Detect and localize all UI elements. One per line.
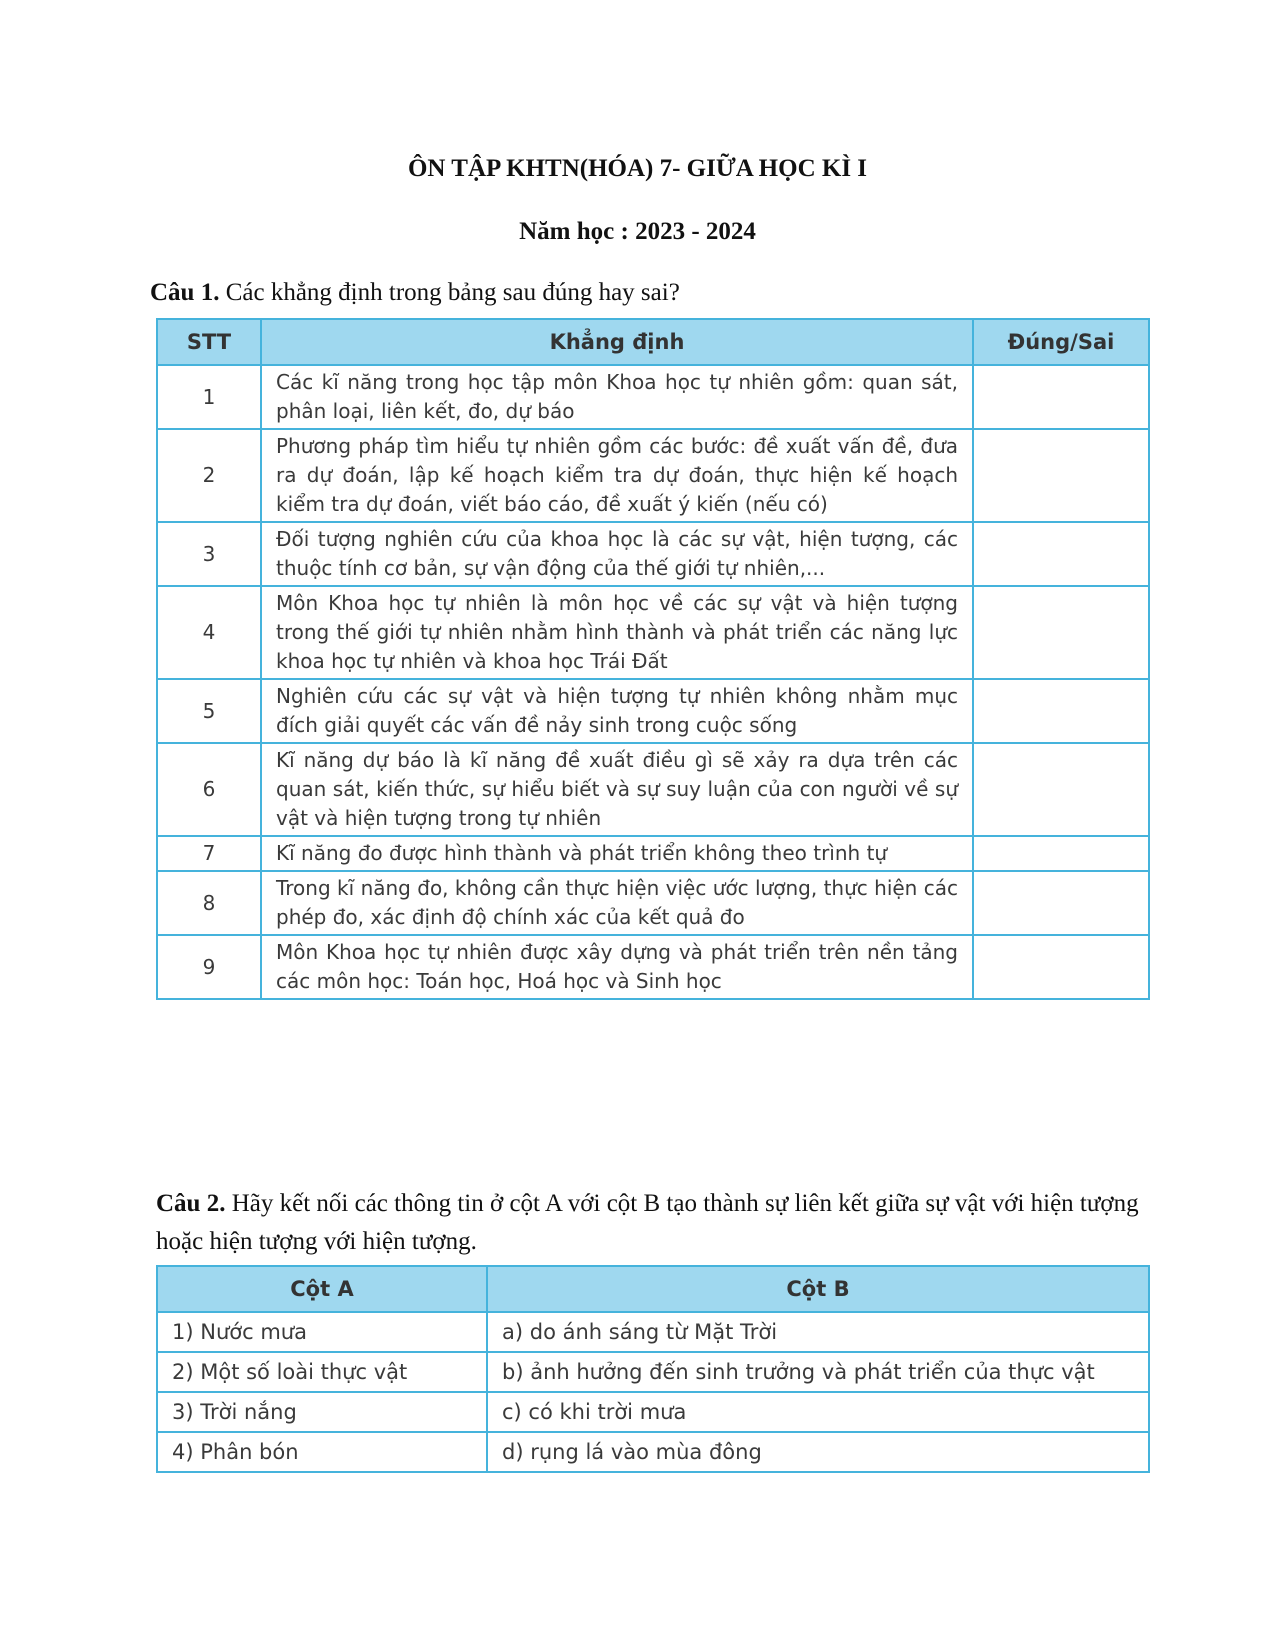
column-a-item: 4) Phân bón xyxy=(157,1432,487,1472)
header-column-a: Cột A xyxy=(157,1266,487,1312)
table-row xyxy=(157,522,1149,586)
row-number: 1 xyxy=(157,365,261,429)
column-a-item: 1) Nước mưa xyxy=(157,1312,487,1352)
table-row xyxy=(157,871,1149,935)
row-number: 4 xyxy=(157,586,261,679)
statement-text: Kĩ năng dự báo là kĩ năng đề xuất điều gì sẽ xảy ra dựa trên các quan sát, kiến thức, sự hiểu biết và sự suy luận của con người về sự vật và hiện tượng trong tự nhiên xyxy=(261,743,973,836)
table-row xyxy=(157,743,1149,836)
answer-cell[interactable] xyxy=(973,935,1149,999)
question-2-text: Hãy kết nối các thông tin ở cột A với cột B tạo thành sự liên kết giữa sự vật với hiện tượng hoặc hiện tượng với hiện tượng. xyxy=(156,1190,1139,1255)
row-number: 8 xyxy=(157,871,261,935)
column-b-item: a) do ánh sáng từ Mặt Trời xyxy=(487,1312,1149,1352)
answer-cell[interactable] xyxy=(973,679,1149,743)
row-number: 9 xyxy=(157,935,261,999)
table-row xyxy=(157,586,1149,679)
column-a-item: 2) Một số loài thực vật xyxy=(157,1352,487,1392)
header-statement: Khẳng định xyxy=(261,319,973,365)
matching-table xyxy=(156,1265,1150,1473)
column-b-item: c) có khi trời mưa xyxy=(487,1392,1149,1432)
statement-text: Trong kĩ năng đo, không cần thực hiện việc ước lượng, thực hiện các phép đo, xác định độ chính xác của kết quả đo xyxy=(261,871,973,935)
statement-text: Đối tượng nghiên cứu của khoa học là các sự vật, hiện tượng, các thuộc tính cơ bản, sự vận động của thế giới tự nhiên,... xyxy=(261,522,973,586)
table-row xyxy=(157,365,1149,429)
question-1-label: Câu 1. xyxy=(150,279,220,306)
answer-cell[interactable] xyxy=(973,871,1149,935)
school-year: Năm học : 2023 - 2024 xyxy=(519,218,756,245)
table-row xyxy=(157,1352,1149,1392)
column-b-item: d) rụng lá vào mùa đông xyxy=(487,1432,1149,1472)
row-number: 2 xyxy=(157,429,261,522)
header-stt: STT xyxy=(157,319,261,365)
row-number: 6 xyxy=(157,743,261,836)
header-true-false: Đúng/Sai xyxy=(973,319,1149,365)
answer-cell[interactable] xyxy=(973,743,1149,836)
table-row xyxy=(157,1312,1149,1352)
document-title: ÔN TẬP KHTN(HÓA) 7- GIỮA HỌC KÌ I xyxy=(407,155,868,182)
question-2-label: Câu 2. xyxy=(156,1190,226,1217)
table-row xyxy=(157,935,1149,999)
question-2 xyxy=(156,1185,1146,1261)
statement-text: Kĩ năng đo được hình thành và phát triển không theo trình tự xyxy=(261,836,973,871)
question-1 xyxy=(150,274,1140,312)
row-number: 5 xyxy=(157,679,261,743)
column-a-item: 3) Trời nắng xyxy=(157,1392,487,1432)
answer-cell[interactable] xyxy=(973,586,1149,679)
table-row xyxy=(157,1392,1149,1432)
statement-text: Các kĩ năng trong học tập môn Khoa học tự nhiên gồm: quan sát, phân loại, liên kết, đo, dự báo xyxy=(261,365,973,429)
statement-text: Nghiên cứu các sự vật và hiện tượng tự nhiên không nhằm mục đích giải quyết các vấn đề nảy sinh trong cuộc sống xyxy=(261,679,973,743)
statement-text: Môn Khoa học tự nhiên được xây dựng và phát triển trên nền tảng các môn học: Toán học, Hoá học và Sinh học xyxy=(261,935,973,999)
row-number: 3 xyxy=(157,522,261,586)
answer-cell[interactable] xyxy=(973,836,1149,871)
table-row xyxy=(157,836,1149,871)
column-b-item: b) ảnh hưởng đến sinh trưởng và phát triển của thực vật xyxy=(487,1352,1149,1392)
table-row xyxy=(157,429,1149,522)
table-row xyxy=(157,1432,1149,1472)
statement-text: Môn Khoa học tự nhiên là môn học về các sự vật và hiện tượng trong thế giới tự nhiên nhằm hình thành và phát triển các năng lực khoa học tự nhiên và khoa học Trái Đất xyxy=(261,586,973,679)
row-number: 7 xyxy=(157,836,261,871)
question-1-text: Các khẳng định trong bảng sau đúng hay sai? xyxy=(219,279,680,306)
answer-cell[interactable] xyxy=(973,365,1149,429)
answer-cell[interactable] xyxy=(973,429,1149,522)
table-row xyxy=(157,679,1149,743)
header-column-b: Cột B xyxy=(487,1266,1149,1312)
statement-text: Phương pháp tìm hiểu tự nhiên gồm các bước: đề xuất vấn đề, đưa ra dự đoán, lập kế hoạch kiểm tra dự đoán, thực hiện kế hoạch kiểm tra dự đoán, viết báo cáo, đề xuất ý kiến (nếu có) xyxy=(261,429,973,522)
answer-cell[interactable] xyxy=(973,522,1149,586)
true-false-table xyxy=(156,318,1150,1000)
